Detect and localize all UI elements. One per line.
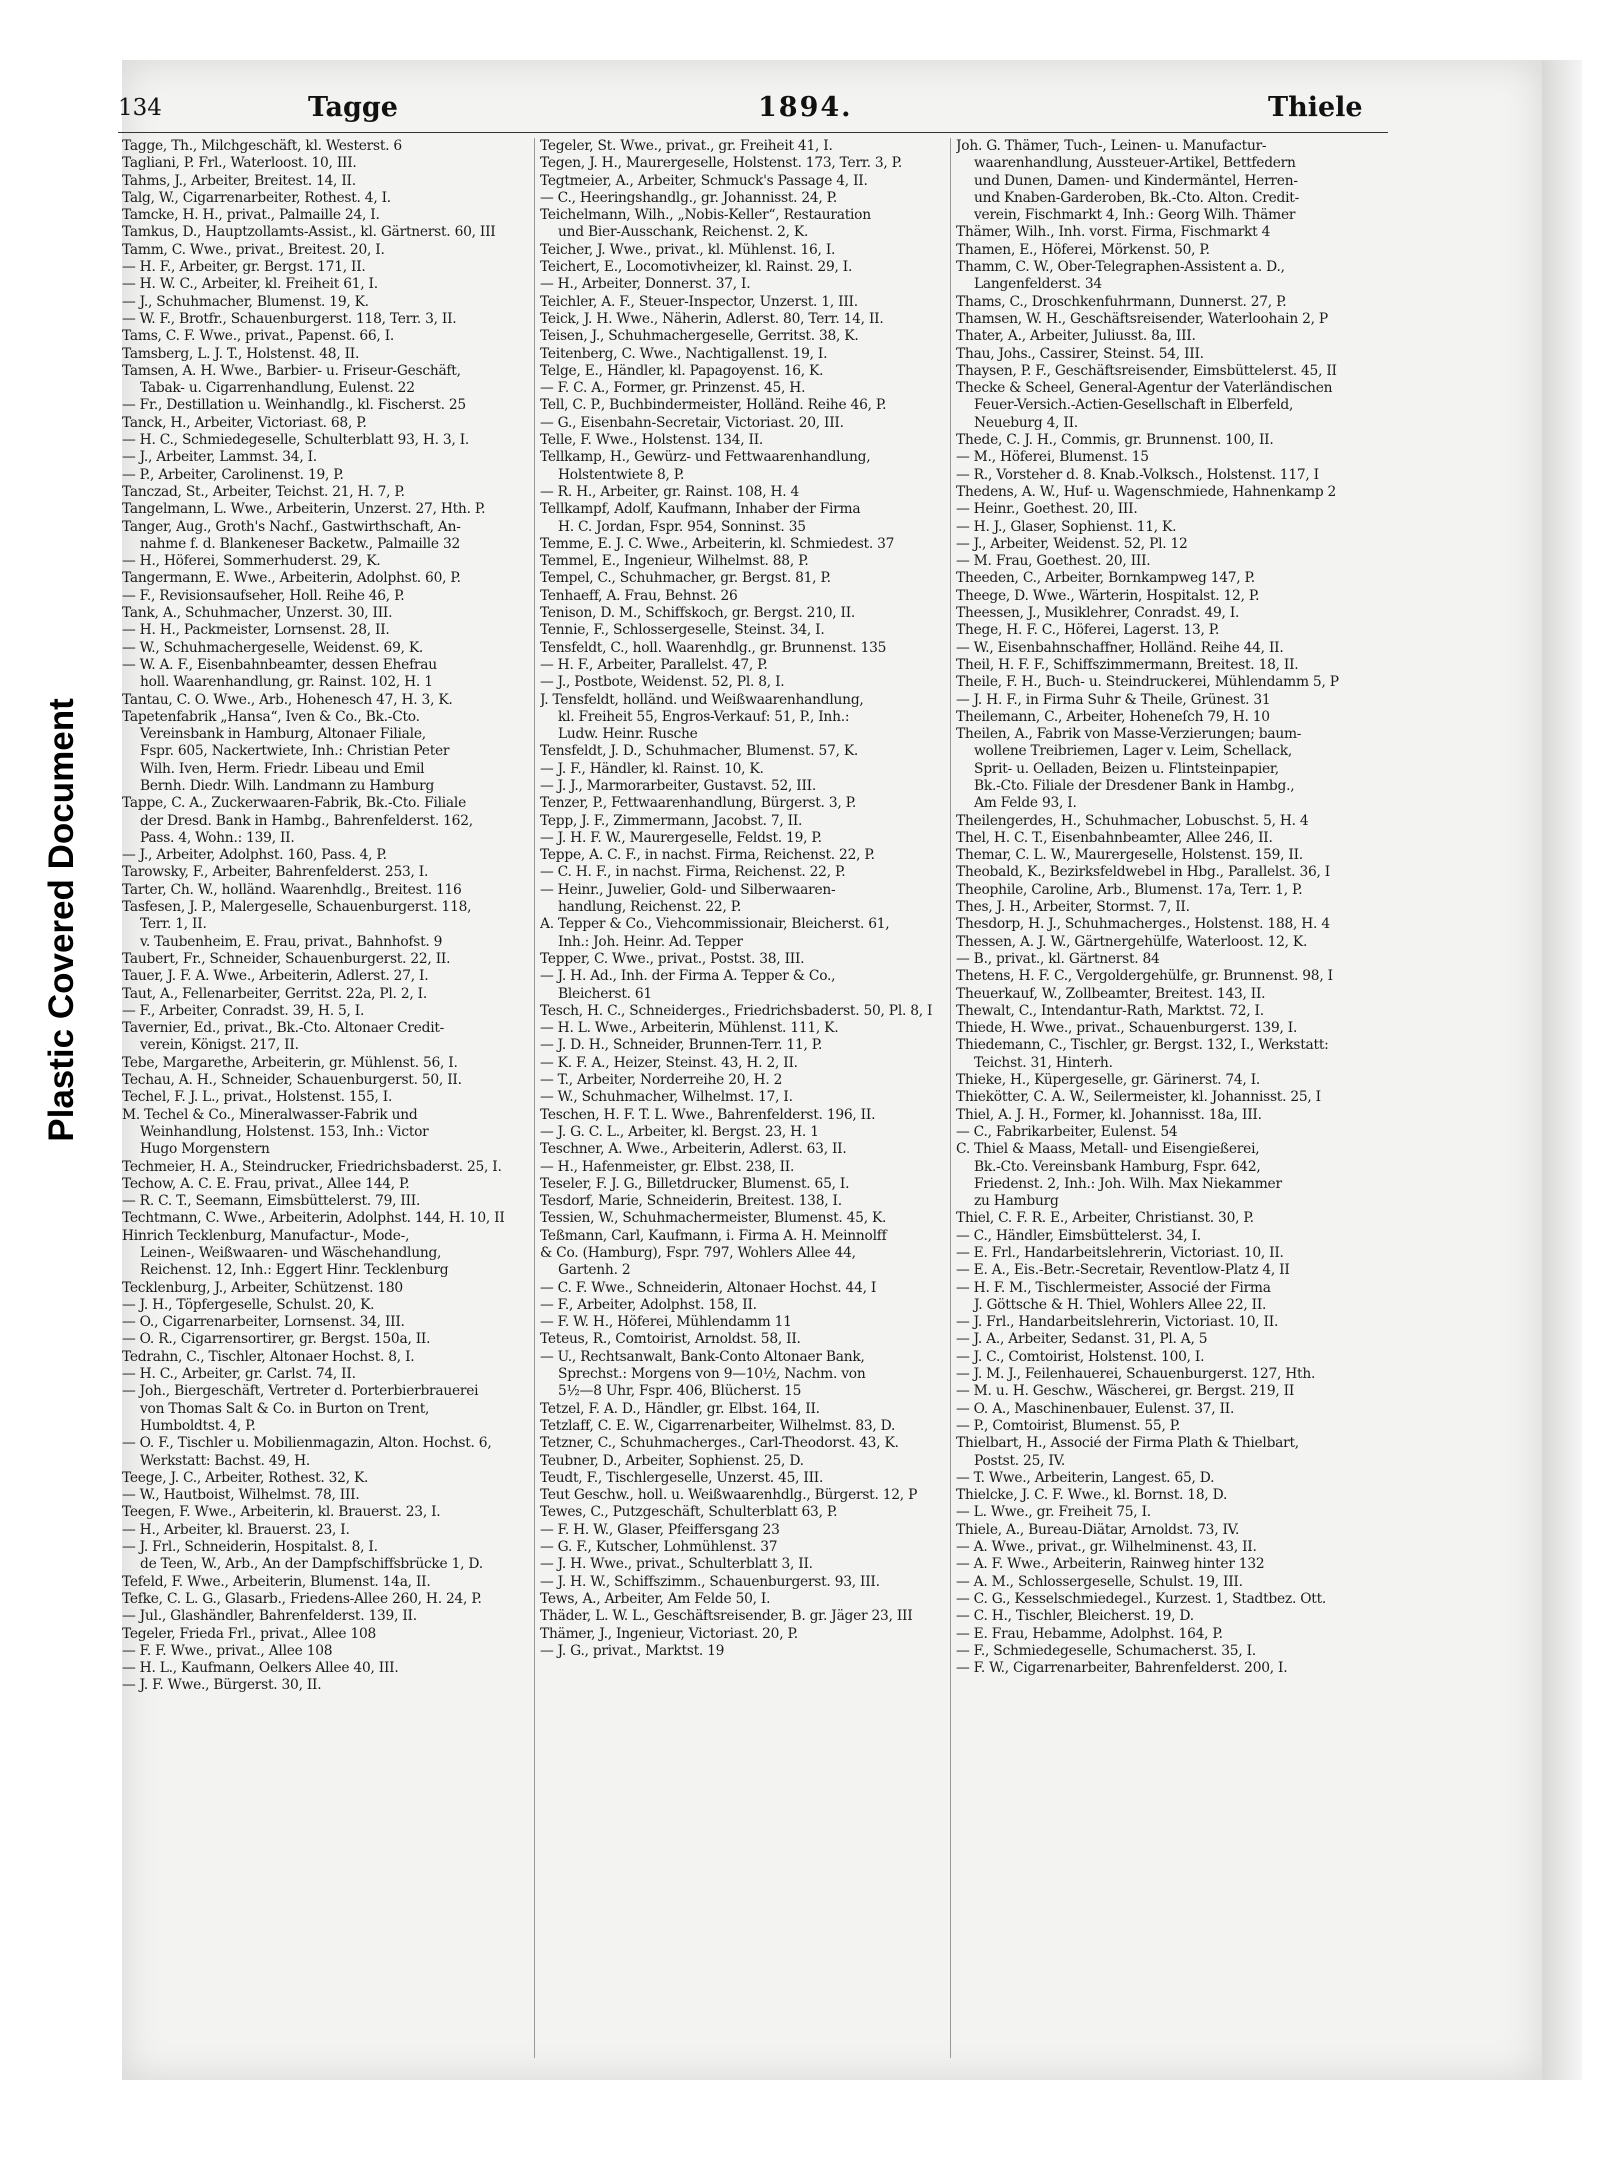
directory-entry: Telle, F. Wwe., Holstenst. 134, II. [540,432,764,449]
directory-entry: Tewes, C., Putzgeschäft, Schulterblatt 63, P. [540,1504,838,1521]
directory-entry: Holstentwiete 8, P. [558,466,685,483]
directory-entry: Theobald, K., Bezirksfeldwebel in Hbg., Parallelst. 36, I [956,864,1330,881]
directory-entry: — H. W. C., Arbeiter, kl. Freiheit 61, I. [122,276,378,293]
directory-entry: Langenfelderst. 34 [974,276,1102,293]
directory-entry: Taubert, Fr., Schneider, Schauenburgerst. 22, II. [122,950,451,967]
column-2 [540,138,938,1660]
directory-entry: — Heinr., Goethest. 20, III. [956,501,1138,518]
directory-entry: 5½—8 Uhr, Fspr. 406, Blücherst. 15 [558,1383,802,1400]
directory-entry: — J., Schuhmacher, Blumenst. 19, K. [122,293,369,310]
directory-entry: Weinhandlung, Holstenst. 153, Inh.: Victor [140,1123,429,1140]
directory-entry: Techmeier, H. A., Steindrucker, Friedrichsbaderst. 25, I. [122,1158,502,1175]
directory-entry: — W., Eisenbahnschaffner, Holländ. Reihe 44, II. [956,639,1284,656]
directory-entry: H. C. Jordan, Fspr. 954, Sonninst. 35 [558,518,806,535]
directory-entry: — O. A., Maschinenbauer, Eulenst. 37, II. [956,1400,1235,1417]
directory-entry: Teichst. 31, Hinterh. [974,1054,1113,1071]
directory-entry: Telge, E., Händler, kl. Papagoyenst. 16, K. [540,362,824,379]
directory-entry: — H. C., Arbeiter, gr. Carlst. 74, II. [122,1366,356,1383]
directory-entry: Tahms, J., Arbeiter, Breitest. 14, II. [122,172,356,189]
directory-entry: & Co. (Hamburg), Fspr. 797, Wohlers Allee 44, [540,1245,856,1261]
directory-entry: Pass. 4, Wohn.: 139, II. [140,829,295,846]
directory-entry: v. Taubenheim, E. Frau, privat., Bahnhofst. 9 [140,933,443,950]
directory-entry: — J., Arbeiter, Weidenst. 52, Pl. 12 [956,535,1188,552]
directory-entry: — T., Arbeiter, Norderreihe 20, H. 2 [540,1072,783,1089]
directory-entry: J. Tensfeldt, holländ. und Weißwaarenhandlung, [540,691,864,708]
directory-entry: — E. Frau, Hebamme, Adolphst. 164, P. [956,1625,1223,1642]
directory-entry: — R., Vorsteher d. 8. Knab.-Volksch., Holstenst. 117, I [956,466,1319,483]
directory-entry: Leinen-, Weißwaaren- und Wäschehandlung, [140,1245,442,1261]
directory-entry: Thater, A., Arbeiter, Juliusst. 8a, III. [956,328,1196,345]
directory-entry: Thesdorp, H. J., Schuhmacherges., Holstenst. 188, H. 4 [956,916,1330,933]
directory-entry: Tesch, H. C., Schneiderges., Friedrichsbaderst. 50, Pl. 8, I [540,1002,933,1019]
directory-entry: — J. H., Töpfergeselle, Schulst. 20, K. [122,1296,375,1313]
directory-entry: Tedrahn, C., Tischler, Altonaer Hochst. 8, I. [122,1348,415,1365]
directory-entry: Teichler, A. F., Steuer-Inspector, Unzerst. 1, III. [540,293,858,310]
directory-entry: Thams, C., Droschkenfuhrmann, Dunnerst. 27, P. [956,293,1287,310]
directory-entry: Tarowsky, F., Arbeiter, Bahrenfelderst. 253, I. [122,864,429,881]
directory-entry: Teichelmann, Wilh., „Nobis-Keller“, Restauration [540,207,871,224]
directory-entry: Teitenberg, C. Wwe., Nachtigallenst. 19, I. [540,345,828,362]
directory-entry: — H. L., Kaufmann, Oelkers Allee 40, III. [122,1660,399,1677]
directory-entry: Tagliani, P. Frl., Waterloost. 10, III. [122,155,357,172]
directory-entry: — J. J., Marmorarbeiter, Gustavst. 52, III. [540,777,817,794]
header-rule [118,132,1388,133]
directory-entry: waarenhandlung, Aussteuer-Artikel, Bettfedern [974,155,1296,172]
directory-entry: Terr. 1, II. [140,916,207,933]
directory-entry: — C., Heeringshandlg., gr. Johannisst. 24, P. [540,189,838,206]
directory-entry: Thel, H. C. T., Eisenbahnbeamter, Allee 246, II. [956,829,1273,846]
directory-entry: C. Thiel & Maass, Metall- und Eisengießerei, [956,1141,1260,1158]
column-divider [534,138,535,2058]
directory-entry: — L. Wwe., gr. Freiheit 75, I. [956,1504,1151,1521]
directory-entry: wollene Treibriemen, Lager v. Leim, Schellack, [974,743,1292,760]
directory-entry: Tecklenburg, J., Arbeiter, Schützenst. 180 [122,1279,403,1296]
directory-entry: — J. H. F. W., Maurergeselle, Feldst. 19, P. [540,829,822,846]
directory-entry: — Heinr., Juwelier, Gold- und Silberwaaren- [540,881,836,898]
directory-entry: — K. F. A., Heizer, Steinst. 43, H. 2, II. [540,1054,798,1071]
directory-entry: Teudt, F., Tischlergeselle, Unzerst. 45, III. [540,1469,824,1486]
directory-entry: Gartenh. 2 [558,1262,631,1279]
directory-entry: — M. u. H. Geschw., Wäscherei, gr. Bergst. 219, II [956,1383,1295,1400]
directory-entry: Thäder, L. W. L., Geschäftsreisender, B. gr. Jäger 23, III [540,1608,913,1625]
directory-entry: — F. W. H., Höferei, Mühlendamm 11 [540,1314,792,1331]
directory-entry: Thämer, J., Ingenieur, Victoriast. 20, P. [540,1625,798,1642]
directory-entry: — J. H. Wwe., privat., Schulterblatt 3, II. [540,1556,813,1573]
directory-entry: Tauer, J. F. A. Wwe., Arbeiterin, Adlerst. 27, I. [122,968,429,985]
directory-entry: Theil, H. F. F., Schiffszimmermann, Breitest. 18, II. [956,656,1299,673]
header-year: 1894. [758,92,853,123]
directory-entry: Reichenst. 12, Inh.: Eggert Hinr. Tecklenburg [140,1262,449,1279]
directory-entry: — G., Eisenbahn-Secretair, Victoriast. 20, III. [540,414,844,431]
directory-entry: — H. F., Arbeiter, gr. Bergst. 171, II. [122,259,366,276]
directory-entry: — J. H. W., Schiffszimm., Schauenburgerst. 93, III. [540,1573,880,1590]
directory-entry: Tangermann, E. Wwe., Arbeiterin, Adolphst. 60, P. [122,570,461,587]
directory-entry: Thiede, H. Wwe., privat., Schauenburgerst. 139, I. [956,1020,1298,1037]
directory-entry: — P., Arbeiter, Carolinenst. 19, P. [122,466,344,483]
directory-entry: Theilemann, C., Arbeiter, Hoheneſch 79, H. 10 [956,708,1270,725]
directory-entry: Tetzel, F. A. D., Händler, gr. Elbst. 164, II. [540,1400,820,1417]
directory-entry: Sprit- u. Oelladen, Beizen u. Flintsteinpapier, [974,760,1279,777]
directory-entry: Thamen, E., Höferei, Mörkenst. 50, P. [956,241,1210,258]
directory-entry: Sprechst.: Morgens von 9—10½, Nachm. von [558,1366,866,1383]
directory-entry: Tegeler, St. Wwe., privat., gr. Freiheit 41, I. [540,138,833,154]
directory-entry: J. Göttsche & H. Thiel, Wohlers Allee 22, II. [974,1296,1267,1313]
directory-entry: Teick, J. H. Wwe., Näherin, Adlerst. 80, Terr. 14, II. [540,310,884,327]
directory-entry: und Knaben-Garderoben, Bk.-Cto. Alton. Credit- [974,189,1299,206]
directory-entry: Hinrich Tecklenburg, Manufactur-, Mode-, [122,1227,410,1244]
directory-entry: — W., Schuhmachergeselle, Weidenst. 69, K. [122,639,424,656]
directory-entry: — A. M., Schlossergeselle, Schulst. 19, III. [956,1573,1243,1590]
directory-entry: Fspr. 605, Nackertwiete, Inh.: Christian Peter [140,743,450,760]
directory-entry: Teubner, D., Arbeiter, Sophienst. 25, D. [540,1452,804,1469]
directory-entry: Theege, D. Wwe., Wärterin, Hospitalst. 12, P. [956,587,1260,604]
directory-entry: — O. R., Cigarrensortirer, gr. Bergst. 150a, II. [122,1331,431,1348]
directory-entry: Tell, C. P., Buchbindermeister, Holländ. Reihe 46, P. [540,397,887,414]
directory-entry: — F. W., Cigarrenarbeiter, Bahrenfelderst. 200, I. [956,1660,1288,1677]
directory-entry: — T. Wwe., Arbeiterin, Langest. 65, D. [956,1469,1215,1486]
directory-entry: Tegtmeier, A., Arbeiter, Schmuck's Passage 4, II. [540,172,868,189]
directory-entry: Tellkamp, H., Gewürz- und Fettwaarenhandlung, [540,449,871,466]
directory-entry: — J. A., Arbeiter, Sedanst. 31, Pl. A, 5 [956,1331,1208,1348]
directory-entry: verein, Fischmarkt 4, Inh.: Georg Wilh. Thämer [974,207,1296,224]
directory-entry: Tamsberg, L. J. T., Holstenst. 48, II. [122,345,360,362]
directory-entry: Tavernier, Ed., privat., Bk.-Cto. Altonaer Credit- [122,1020,445,1037]
directory-entry: — W. F., Brotfr., Schauenburgerst. 118, Terr. 3, II. [122,310,457,327]
directory-entry: Tetzner, C., Schuhmacherges., Carl-Theodorst. 43, K. [540,1435,899,1452]
directory-entry: Tebe, Margarethe, Arbeiterin, gr. Mühlenst. 56, I. [122,1054,458,1071]
directory-entry: Tams, C. F. Wwe., privat., Papenst. 66, I. [122,328,395,345]
directory-entry: — B., privat., kl. Gärtnerst. 84 [956,950,1160,967]
directory-entry: Humboldtst. 4, P. [140,1417,256,1434]
directory-entry: Thedens, A. W., Huf- u. Wagenschmiede, Hahnenkamp 2 [956,483,1337,500]
directory-entry: Teschner, A. Wwe., Arbeiterin, Adlerst. 63, II. [540,1141,847,1158]
directory-entry: Thiekötter, C. A. W., Seilermeister, kl. Johannisst. 25, I [956,1089,1321,1106]
directory-entry: — C. H., Tischler, Bleicherst. 19, D. [956,1608,1194,1625]
directory-entry: Thiel, C. F. R. E., Arbeiter, Christianst. 30, P. [956,1210,1254,1227]
directory-entry: Thämer, Wilh., Inh. vorst. Firma, Fischmarkt 4 [956,224,1271,241]
directory-entry: Thamm, C. W., Ober-Telegraphen-Assistent a. D., [956,259,1285,276]
directory-entry: Tantau, C. O. Wwe., Arb., Hohenesch 47, H. 3, K. [122,691,453,708]
directory-entry: Tank, A., Schuhmacher, Unzerst. 30, III. [122,605,393,622]
directory-entry: — R. H., Arbeiter, gr. Rainst. 108, H. 4 [540,483,800,500]
header-left-word: Tagge [308,92,398,123]
directory-entry: Hugo Morgenstern [140,1141,270,1158]
directory-entry: nahme f. d. Blankeneser Backetw., Palmaille 32 [140,535,461,552]
directory-entry: — J. G., privat., Marktst. 19 [540,1642,725,1659]
directory-entry: — M., Höferei, Blumenst. 15 [956,449,1149,466]
directory-entry: Teut Geschw., holl. u. Weißwaarenhdlg., Bürgerst. 12, P [540,1487,918,1504]
directory-entry: Teseler, F. J. G., Billetdrucker, Blumenst. 65, I. [540,1175,850,1192]
directory-entry: Theuerkauf, W., Zollbeamter, Breitest. 143, II. [956,985,1266,1002]
directory-entry: — J., Arbeiter, Lammst. 34, I. [122,449,317,466]
directory-entry: — J., Postbote, Weidenst. 52, Pl. 8, I. [540,674,785,691]
directory-entry: Tangelmann, L. Wwe., Arbeiterin, Unzerst. 27, Hth. P. [122,501,486,518]
directory-entry: — F. H. W., Glaser, Pfeiffersgang 23 [540,1521,780,1538]
directory-entry: Thiel, A. J. H., Former, kl. Johannisst. 18a, III. [956,1106,1262,1123]
directory-entry: — H. J., Glaser, Sophienst. 11, K. [956,518,1177,535]
directory-entry: Themar, C. L. W., Maurergeselle, Holstenst. 159, II. [956,847,1303,864]
directory-entry: Techow, A. C. E. Frau, privat., Allee 144, P. [122,1175,410,1192]
directory-entry: Temmel, E., Ingenieur, Wilhelmst. 88, P. [540,553,809,570]
directory-entry: — O. F., Tischler u. Mobilienmagazin, Alton. Hochst. 6, [122,1435,492,1452]
directory-entry: Tellkampf, Adolf, Kaufmann, Inhaber der Firma [540,501,861,518]
page-number: 134 [118,95,162,121]
directory-entry: — F., Schmiedegeselle, Schumacherst. 35, I. [956,1642,1256,1659]
directory-entry: Postst. 25, IV. [974,1452,1066,1469]
directory-entry: — E. Frl., Handarbeitslehrerin, Victoriast. 10, II. [956,1245,1284,1261]
directory-entry: Teschen, H. F. T. L. Wwe., Bahrenfelderst. 196, II. [540,1106,876,1123]
directory-entry: und Dunen, Damen- und Kindermäntel, Herren- [974,172,1298,189]
directory-entry: — J. H. F., in Firma Suhr & Theile, Grünest. 31 [956,691,1271,708]
directory-entry: Temme, E. J. C. Wwe., Arbeiterin, kl. Schmiedest. 37 [540,535,895,552]
directory-entry: Thiele, A., Bureau-Diätar, Arnoldst. 73, IV. [956,1521,1240,1538]
directory-entry: Tamsen, A. H. Wwe., Barbier- u. Friseur-Geschäft, [122,362,461,379]
directory-entry: Thessen, A. J. W., Gärtnergehülfe, Waterloost. 12, K. [956,933,1308,950]
directory-entry: verein, Königst. 217, II. [140,1037,299,1054]
directory-entry: Theophile, Caroline, Arb., Blumenst. 17a, Terr. 1, P. [956,881,1303,898]
directory-entry: Teichert, E., Locomotivheizer, kl. Rainst. 29, I. [540,259,853,276]
header-right-word: Thiele [1268,92,1363,123]
side-label [12,510,112,1330]
directory-entry: Friedenst. 2, Inh.: Joh. Wilh. Max Niekammer [974,1175,1282,1192]
directory-entry: Tews, A., Arbeiter, Am Felde 50, I. [540,1590,771,1607]
directory-entry: — H., Hafenmeister, gr. Elbst. 238, II. [540,1158,795,1175]
directory-entry: Wilh. Iven, Herm. Friedr. Libeau und Emil [140,760,425,777]
directory-entry: Tanger, Aug., Groth's Nachf., Gastwirthschaft, An- [122,518,461,535]
directory-entry: Feuer-Versich.-Actien-Gesellschaft in Elberfeld, [974,397,1294,414]
directory-entry: — J. F., Händler, kl. Rainst. 10, K. [540,760,764,777]
directory-entry: Talg, W., Cigarrenarbeiter, Rothest. 4, I. [122,189,391,206]
directory-entry: holl. Waarenhandlung, gr. Rainst. 102, H. 1 [140,674,433,691]
directory-entry: Tasfesen, J. P., Malergeselle, Schauenburgerst. 118, [122,899,472,916]
directory-entry: Thetens, H. F. C., Vergoldergehülfe, gr. Brunnenst. 98, I [956,968,1333,985]
side-label-text: Plastic Covered Document [42,698,81,1142]
directory-entry: — O., Cigarrenarbeiter, Lornsenst. 34, III. [122,1314,405,1331]
directory-entry: Inh.: Joh. Heinr. Ad. Tepper [558,933,743,950]
directory-entry: Theile, F. H., Buch- u. Steindruckerei, Mühlendamm 5, P [956,674,1339,691]
directory-entry: Thaysen, P. F., Geschäftsreisender, Eimsbüttelerst. 45, II [956,362,1337,379]
directory-entry: Tegen, J. H., Maurergeselle, Holstenst. 173, Terr. 3, P. [540,155,903,172]
directory-entry: — R. C. T., Seemann, Eimsbüttelerst. 79, III. [122,1193,421,1210]
directory-entry: Theilengerdes, H., Schuhmacher, Lobuschst. 5, H. 4 [956,812,1309,829]
directory-entry: Thielcke, J. C. F. Wwe., kl. Bornst. 18, D. [956,1487,1228,1504]
directory-entry: — F. C. A., Former, gr. Prinzenst. 45, H. [540,380,806,397]
page-edge [1542,60,1582,2080]
directory-entry: Thamsen, W. H., Geschäftsreisender, Waterloohain 2, P [956,310,1328,327]
directory-entry: — W., Schuhmacher, Wilhelmst. 17, I. [540,1089,793,1106]
directory-entry: — C., Fabrikarbeiter, Eulenst. 54 [956,1123,1178,1140]
directory-entry: — H. F. M., Tischlermeister, Associé der Firma [956,1279,1271,1296]
directory-entry: — W. A. F., Eisenbahnbeamter, dessen Ehefrau [122,656,437,673]
directory-entry: Tensfeldt, C., holl. Waarenhdlg., gr. Brunnenst. 135 [540,639,887,656]
directory-entry: Theilen, A., Fabrik von Masse-Verzierungen; baum- [956,726,1302,743]
directory-entry: — J. H. Ad., Inh. der Firma A. Tepper & Co., [540,968,836,985]
directory-entry: — M. Frau, Goethest. 20, III. [956,553,1151,570]
directory-entry: — P., Comtoirist, Blumenst. 55, P. [956,1417,1181,1434]
directory-entry: — J., Arbeiter, Adolphst. 160, Pass. 4, P. [122,847,387,864]
directory-entry: Tamm, C. Wwe., privat., Breitest. 20, I. [122,241,385,258]
directory-entry: — H. H., Packmeister, Lornsenst. 28, II. [122,622,390,639]
directory-entry: Tagge, Th., Milchgeschäft, kl. Westerst. 6 [122,138,402,154]
directory-entry: Tanck, H., Arbeiter, Victoriast. 68, P. [122,414,367,431]
directory-entry: Teisen, J., Schuhmachergeselle, Gerritst. 38, K. [540,328,859,345]
directory-entry: von Thomas Salt & Co. in Burton on Trent, [140,1400,430,1417]
directory-entry: — F., Arbeiter, Conradst. 39, H. 5, I. [122,1002,365,1019]
directory-entry: — F. F. Wwe., privat., Allee 108 [122,1642,333,1659]
directory-entry: Thau, Johs., Cassirer, Steinst. 54, III. [956,345,1204,362]
directory-entry: Teege, J. C., Arbeiter, Rothest. 32, K. [122,1469,369,1486]
directory-entry: Teßmann, Carl, Kaufmann, i. Firma A. H. Meinnolff [540,1227,887,1244]
directory-entry: M. Techel & Co., Mineralwasser-Fabrik und [122,1106,418,1123]
directory-entry: Teteus, R., Comtoirist, Arnoldst. 58, II. [540,1331,801,1348]
directory-entry: — H. F., Arbeiter, Parallelst. 47, P. [540,656,768,673]
column-1 [122,138,520,1695]
directory-entry: Tarter, Ch. W., holländ. Waarenhdlg., Breitest. 116 [122,881,462,898]
directory-entry: — C. F. Wwe., Schneiderin, Altonaer Hochst. 44, I [540,1279,877,1296]
directory-entry: — A. Wwe., privat., gr. Wilhelminenst. 43, II. [956,1539,1257,1556]
directory-entry: Werkstatt: Bachst. 49, H. [140,1452,311,1469]
directory-entry: Thieke, H., Küpergeselle, gr. Gärinerst. 74, I. [956,1072,1261,1089]
directory-entry: Tetzlaff, C. E. W., Cigarrenarbeiter, Wilhelmst. 83, D. [540,1417,896,1434]
directory-entry: — C. H. F., in nachst. Firma, Reichenst. 22, P. [540,864,846,881]
directory-entry: — E. A., Eis.-Betr.-Secretair, Reventlow-Platz 4, II [956,1262,1290,1279]
column-divider [950,138,951,2058]
directory-entry: Tefeld, F. Wwe., Arbeiterin, Blumenst. 14a, II. [122,1573,431,1590]
directory-entry: — F., Arbeiter, Adolphst. 158, II. [540,1296,757,1313]
directory-entry: Bleicherst. 61 [558,985,652,1002]
directory-entry: Techtmann, C. Wwe., Arbeiterin, Adolphst. 144, H. 10, II [122,1210,505,1227]
directory-entry: — J. G. C. L., Arbeiter, kl. Bergst. 23, H. 1 [540,1123,819,1140]
directory-entry: — H., Höferei, Sommerhuderst. 29, K. [122,553,381,570]
column-3 [956,138,1354,1677]
directory-entry: — H. L. Wwe., Arbeiterin, Mühlenst. 111, K. [540,1020,839,1037]
directory-entry: Teppe, A. C. F., in nachst. Firma, Reichenst. 22, P. [540,847,875,864]
directory-entry: Thege, H. F. C., Höferei, Lagerst. 13, P. [956,622,1220,639]
directory-entry: Tapetenfabrik „Hansa“, Iven & Co., Bk.-Cto. [122,708,420,725]
directory-entry: Ludw. Heinr. Rusche [558,726,698,743]
directory-entry: Thecke & Scheel, General-Agentur der Vaterländischen [956,380,1333,397]
directory-entry: Tenhaeff, A. Frau, Behnst. 26 [540,587,738,604]
directory-entry: A. Tepper & Co., Viehcommissionair, Bleicherst. 61, [540,916,890,933]
directory-entry: Thewalt, C., Intendantur-Rath, Marktst. 72, I. [956,1002,1264,1019]
directory-entry: — J. F. Wwe., Bürgerst. 30, II. [122,1677,322,1694]
directory-entry: Tepp, J. F., Zimmermann, Jacobst. 7, II. [540,812,803,829]
directory-entry: Thede, C. J. H., Commis, gr. Brunnenst. 100, II. [956,432,1274,449]
directory-entry: Tenzer, P., Fettwaarenhandlung, Bürgerst. 3, P. [540,795,856,812]
directory-entry: Tegeler, Frieda Frl., privat., Allee 108 [122,1625,377,1642]
directory-entry: — C. G., Kesselschmiedegel., Kurzest. 1, Stadtbez. Ott. [956,1590,1326,1607]
directory-entry: Theessen, J., Musiklehrer, Conradst. 49, I. [956,605,1240,622]
directory-entry: Techel, F. J. L., privat., Holstenst. 155, I. [122,1089,393,1106]
directory-entry: — Fr., Destillation u. Weinhandlg., kl. Fischerst. 25 [122,397,466,414]
directory-entry: — W., Hautboist, Wilhelmst. 78, III. [122,1487,360,1504]
directory-entry: Joh. G. Thämer, Tuch-, Leinen- u. Manufactur- [956,138,1267,154]
directory-entry: Tabak- u. Cigarrenhandlung, Eulenst. 22 [140,380,415,397]
directory-entry: Tessien, W., Schuhmachermeister, Blumenst. 45, K. [540,1210,887,1227]
directory-entry: Bk.-Cto. Filiale der Dresdener Bank in Hambg., [974,777,1295,794]
directory-entry: Thielbart, H., Associé der Firma Plath & Thielbart, [956,1435,1299,1452]
directory-entry: de Teen, W., Arb., An der Dampfschiffsbrücke 1, D. [140,1556,483,1573]
directory-entry: und Bier-Ausschank, Reichenst. 2, K. [558,224,809,241]
page-header [118,92,1388,132]
directory-entry: — Jul., Glashändler, Bahrenfelderst. 139, II. [122,1608,417,1625]
directory-entry: Tempel, C., Schuhmacher, gr. Bergst. 81, P. [540,570,831,587]
directory-entry: — A. F. Wwe., Arbeiterin, Rainweg hinter 132 [956,1556,1265,1573]
directory-entry: Tefke, C. L. G., Glasarb., Friedens-Allee 260, H. 24, P. [122,1590,482,1607]
directory-entry: — C., Händler, Eimsbüttelerst. 34, I. [956,1227,1201,1244]
directory-entry: Bk.-Cto. Vereinsbank Hamburg, Fspr. 642, [974,1158,1261,1175]
directory-entry: Teicher, J. Wwe., privat., kl. Mühlenst. 16, I. [540,241,836,258]
directory-entry: Tamcke, H. H., privat., Palmaille 24, I. [122,207,380,224]
directory-entry: Am Felde 93, I. [974,795,1077,812]
directory-entry: zu Hamburg [974,1193,1059,1210]
directory-entry: — H., Arbeiter, Donnerst. 37, I. [540,276,751,293]
directory-entry: Bernh. Diedr. Wilh. Landmann zu Hamburg [140,777,435,794]
directory-entry: Thes, J. H., Arbeiter, Stormst. 7, II. [956,899,1190,916]
directory-entry: — H. C., Schmiedegeselle, Schulterblatt 93, H. 3, I. [122,432,470,449]
directory-entry: Tepper, C. Wwe., privat., Postst. 38, III. [540,950,805,967]
directory-entry: — Joh., Biergeschäft, Vertreter d. Porterbierbrauerei [122,1383,479,1400]
directory-entry: Vereinsbank in Hamburg, Altonaer Filiale, [140,726,426,743]
directory-entry: Taut, A., Fellenarbeiter, Gerritst. 22a, Pl. 2, I. [122,985,427,1002]
directory-entry: — U., Rechtsanwalt, Bank-Conto Altonaer Bank, [540,1348,865,1365]
directory-entry: Neueburg 4, II. [974,414,1078,431]
directory-entry: Techau, A. H., Schneider, Schauenburgerst. 50, II. [122,1072,462,1089]
directory-entry: — J. Frl., Schneiderin, Hospitalst. 8, I. [122,1539,378,1556]
directory-entry: — J. D. H., Schneider, Brunnen-Terr. 11, P. [540,1037,823,1054]
directory-entry: der Dresd. Bank in Hambg., Bahrenfelderst. 162, [140,812,473,829]
directory-entry: Tamkus, D., Hauptzollamts-Assist., kl. Gärtnerst. 60, III [122,224,496,241]
directory-entry: — H., Arbeiter, kl. Brauerst. 23, I. [122,1521,350,1538]
directory-entry: Tappe, C. A., Zuckerwaaren-Fabrik, Bk.-Cto. Filiale [122,795,466,812]
directory-entry: — J. Frl., Handarbeitslehrerin, Victoriast. 10, II. [956,1314,1279,1331]
directory-entry: kl. Freiheit 55, Engros-Verkauf: 51, P., Inh.: [558,708,850,725]
directory-entry: — J. M. J., Feilenhauerei, Schauenburgerst. 127, Hth. [956,1366,1316,1383]
directory-entry: — G. F., Kutscher, Lohmühlenst. 37 [540,1539,778,1556]
directory-entry: Teegen, F. Wwe., Arbeiterin, kl. Brauerst. 23, I. [122,1504,441,1521]
directory-entry: Tenison, D. M., Schiffskoch, gr. Bergst. 210, II. [540,605,856,622]
directory-entry: — F., Revisionsaufseher, Holl. Reihe 46, P. [122,587,405,604]
directory-entry: handlung, Reichenst. 22, P. [558,899,742,916]
directory-entry: Tennie, F., Schlossergeselle, Steinst. 34, I. [540,622,825,639]
directory-entry: Tesdorf, Marie, Schneiderin, Breitest. 138, I. [540,1193,842,1210]
directory-entry: Tensfeldt, J. D., Schuhmacher, Blumenst. 57, K. [540,743,859,760]
directory-entry: — J. C., Comtoirist, Holstenst. 100, I. [956,1348,1205,1365]
directory-entry: Theeden, C., Arbeiter, Bornkampweg 147, P. [956,570,1255,587]
directory-entry: Thiedemann, C., Tischler, gr. Bergst. 132, I., Werkstatt: [956,1037,1329,1054]
directory-entry: Tanczad, St., Arbeiter, Teichst. 21, H. 7, P. [122,483,405,500]
